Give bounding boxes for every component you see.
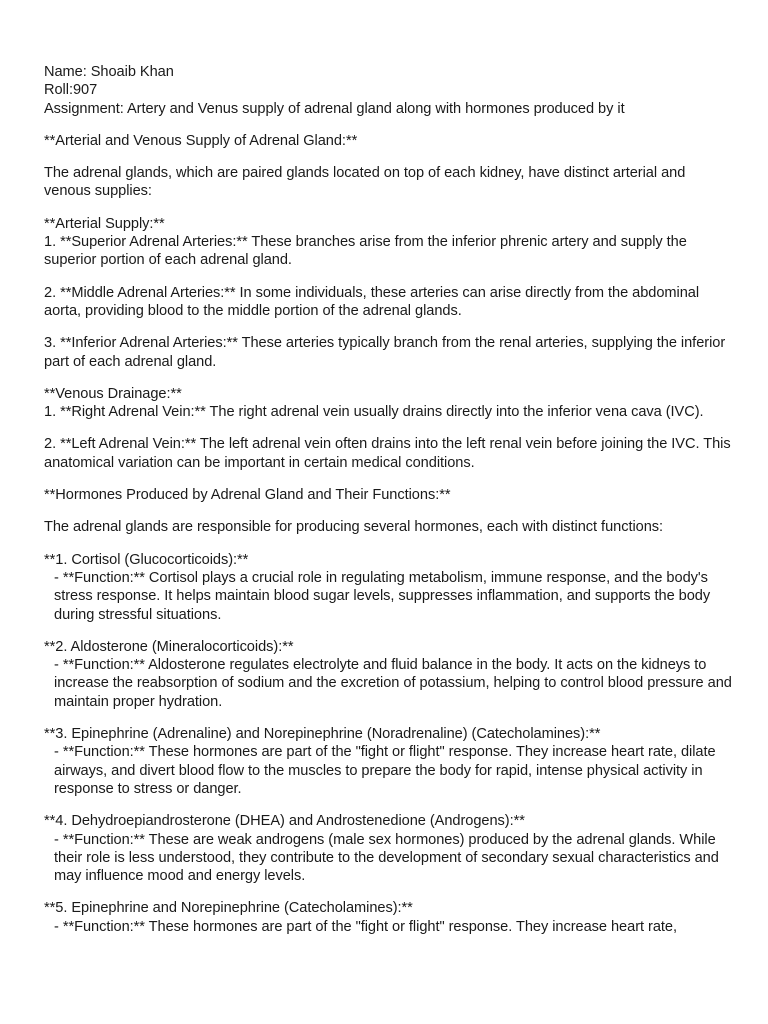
arterial-item-3: 3. **Inferior Adrenal Arteries:** These arteries typically branch from the renal arteries, supplying the inferior part of each adrenal gland.: [44, 335, 726, 370]
venous-item-2: 2. **Left Adrenal Vein:** The left adrenal vein often drains into the left renal vein before joining the IVC. This anatomical variation can be important in certain medical conditions.: [44, 436, 731, 471]
venous-item-1: 1. **Right Adrenal Vein:** The right adrenal vein usually drains directly into the inferior vena cava (IVC).: [44, 404, 704, 421]
hormone-1-title: **1. Cortisol (Glucocorticoids):**: [44, 551, 249, 568]
arterial-heading: **Arterial Supply:**: [44, 215, 165, 232]
venous-drainage-section: [44, 385, 734, 422]
hormone-5-title: **5. Epinephrine and Norepinephrine (Catecholamines):**: [44, 900, 413, 917]
hormone-1-function: - **Function:** Cortisol plays a crucial role in regulating metabolism, immune response, and the body's stress response. It helps maintain blood sugar levels, suppresses inflammation, and supports the body during stressful situations.: [54, 569, 711, 623]
hormone-5-function: - **Function:** These hormones are part of the "fight or flight" response. They increase heart rate,: [54, 918, 677, 935]
hormone-4-function: - **Function:** These are weak androgens (male sex hormones) produced by the adrenal glands. While their role is less understood, they contribute to the development of secondary sexual characteristics and may influence mood and energy levels.: [54, 831, 719, 885]
hormone-3-function: - **Function:** These hormones are part of the "fight or flight" response. They increase heart rate, dilate airways, and divert blood flow to the muscles to prepare the body for rapid, intense physical activity in response to stress or danger.: [54, 744, 716, 797]
hormone-4-title: **4. Dehydroepiandrosterone (DHEA) and Androstenedione (Androgens):**: [44, 813, 525, 830]
section-heading-supply: **Arterial and Venous Supply of Adrenal Gland:**: [44, 132, 358, 149]
hormone-1: [44, 551, 734, 624]
hormone-5: [44, 899, 734, 936]
document-page: [44, 63, 734, 950]
header-block: [44, 63, 734, 118]
hormones-intro: The adrenal glands are responsible for producing several hormones, each with distinct functions:: [44, 519, 664, 536]
venous-heading: **Venous Drainage:**: [44, 385, 182, 402]
arterial-item-2: 2. **Middle Adrenal Arteries:** In some individuals, these arteries can arise directly from the abdominal aorta, providing blood to the middle portion of the adrenal glands.: [44, 284, 700, 319]
hormones-heading: **Hormones Produced by Adrenal Gland and Their Functions:**: [44, 487, 451, 504]
hormone-2: [44, 638, 734, 711]
hormone-3-title: **3. Epinephrine (Adrenaline) and Norepinephrine (Noradrenaline) (Catecholamines):**: [44, 726, 601, 743]
hormone-2-function: - **Function:** Aldosterone regulates electrolyte and fluid balance in the body. It acts on the kidneys to increase the reabsorption of sodium and the excretion of potassium, helping to control blood pressure and maintain proper hydration.: [54, 657, 732, 710]
arterial-item-1: 1. **Superior Adrenal Arteries:** These branches arise from the inferior phrenic artery and supply the superior portion of each adrenal gland.: [44, 234, 687, 269]
hormone-2-title: **2. Aldosterone (Mineralocorticoids):**: [44, 638, 294, 655]
hormone-3: [44, 725, 734, 798]
arterial-supply-section: [44, 215, 734, 270]
assignment-title: Assignment: Artery and Venus supply of adrenal gland along with hormones produced by it: [44, 100, 625, 117]
hormone-4: [44, 812, 734, 885]
supply-intro: The adrenal glands, which are paired glands located on top of each kidney, have distinct arterial and venous supplies:: [44, 165, 686, 200]
student-name: Name: Shoaib Khan: [44, 64, 174, 80]
roll-number: Roll:907: [44, 82, 98, 99]
